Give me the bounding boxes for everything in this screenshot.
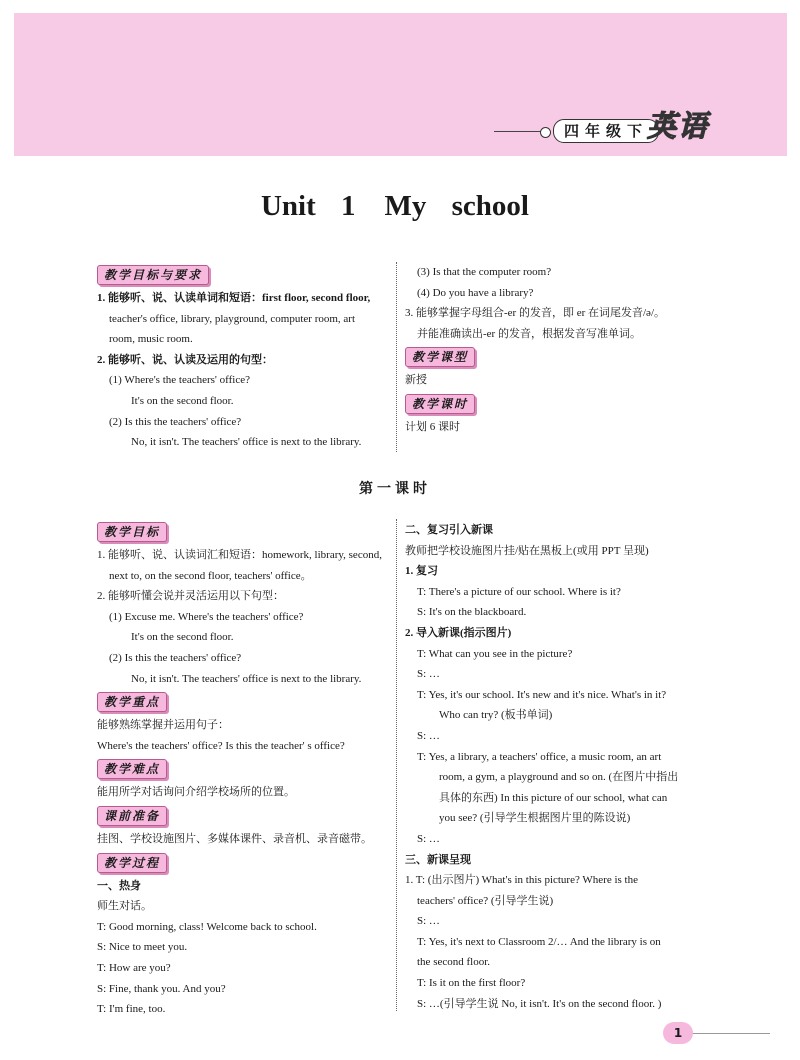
column-divider	[396, 262, 397, 452]
text-line: teacher's office, library, playground, computer room, art	[109, 312, 356, 325]
text-line: No, it isn't. The teachers' office is next to the library.	[131, 672, 362, 685]
lesson-left-column	[97, 519, 392, 1020]
text-line: 2. 导入新课(指示图片)	[405, 626, 512, 639]
text-line: (1) Where's the teachers' office?	[109, 374, 250, 387]
text-line: 能用所学对话询问介绍学校场所的位置。	[97, 786, 295, 799]
text-line: T: How are you?	[97, 961, 171, 974]
text-line: S: …	[417, 832, 440, 845]
text-line: S: Nice to meet you.	[97, 941, 188, 954]
lesson-right-column	[405, 520, 705, 1014]
text-line: 挂图、学校设施图片、多媒体课件、录音机、录音磁带。	[97, 832, 372, 845]
text-line: 教师把学校设施图片挂/贴在黑板上(或用 PPT 呈现)	[405, 544, 649, 557]
text-line: 2. 能够听、说、认读及运用的句型：	[97, 353, 273, 366]
page-number: 1	[663, 1022, 693, 1044]
section-heading-key-points: 教学重点	[97, 692, 167, 712]
text-line: (2) Is this the teachers' office?	[109, 415, 242, 428]
text-line: room, a gym, a playground and so on. (在图片中指出	[439, 771, 679, 784]
text-line: T: There's a picture of our school. Where is it?	[417, 585, 621, 598]
text-line: 具体的东西) In this picture of our school, what can	[439, 791, 668, 804]
section-heading-goals: 教学目标	[97, 522, 167, 542]
text-line: 1. 复习	[405, 565, 438, 578]
column-divider	[396, 519, 397, 1011]
text-line: (4) Do you have a library?	[417, 286, 534, 299]
text-line: It's on the second floor.	[131, 394, 234, 407]
text-line: teachers' office? (引导学生说)	[417, 894, 554, 907]
text-line: T: Yes, a library, a teachers' office, a music room, an art	[417, 750, 662, 763]
text-line: S: Fine, thank you. And you?	[97, 982, 226, 995]
text-line: (3) Is that the computer room?	[417, 266, 552, 278]
footer-rule	[690, 1033, 770, 1034]
text-line: (2) Is this the teachers' office?	[109, 651, 242, 664]
text-line: S: It's on the blackboard.	[417, 606, 527, 619]
text-line: 计划 6 课时	[405, 420, 460, 433]
lesson-title: 第一课时	[359, 481, 431, 497]
text-line: It's on the second floor.	[131, 631, 234, 644]
section-heading-objectives: 教学目标与要求	[97, 265, 209, 285]
header-dot-icon	[540, 127, 551, 138]
section-heading-preparation: 课前准备	[97, 806, 167, 826]
text-line: next to, on the second floor, teachers' office。	[109, 569, 312, 582]
top-left-block	[97, 262, 392, 453]
section-heading-difficulties: 教学难点	[97, 759, 167, 779]
text-line: Who can try? (板书单词)	[439, 709, 553, 722]
text-line: T: Good morning, class! Welcome back to school.	[97, 920, 317, 933]
section-heading-type: 教学课型	[405, 347, 475, 367]
grade-label: 四年级下	[553, 119, 659, 143]
text-line: 3. 能够掌握字母组合-er 的发音，即 er 在词尾发音/ə/。	[405, 307, 665, 320]
text-line: No, it isn't. The teachers' office is next to the library.	[131, 436, 362, 449]
text-line: T: What can you see in the picture?	[417, 647, 573, 660]
text-line: S: …	[417, 915, 440, 928]
section-heading-hours: 教学课时	[405, 394, 475, 414]
text-line: room, music room.	[109, 333, 193, 346]
text-line: S: …	[417, 729, 440, 742]
text-line: S: …(引导学生说 No, it isn't. It's on the second floor. )	[417, 997, 662, 1010]
text-line: 1. T: (出示图片) What's in this picture? Where is the	[405, 874, 638, 887]
text-line: T: Is it on the first floor?	[417, 977, 526, 990]
text-line: 1. 能够听、说、认读词汇和短语：homework, library, second,	[97, 549, 382, 561]
unit-title: Unit 1 My school	[260, 190, 529, 222]
section-heading-procedure: 教学过程	[97, 853, 167, 873]
text-line: T: Yes, it's next to Classroom 2/… And the library is on	[417, 935, 661, 948]
text-line: T: Yes, it's our school. It's new and it's nice. What's in it?	[417, 688, 667, 701]
text-line: 能够熟练掌握并运用句子：	[97, 719, 229, 732]
text-line: 一、热身	[97, 879, 141, 892]
text-line: Where's the teachers' office? Is this the teacher' s office?	[97, 739, 345, 752]
text-line: you see? (引导学生根据图片里的陈设说)	[439, 812, 631, 825]
text-line: 并能准确读出-er 的发音，根据发音写准单词。	[417, 327, 641, 340]
text-line: S: …	[417, 668, 440, 681]
text-line: the second floor.	[417, 956, 491, 969]
text-line: 二、复习引入新课	[405, 524, 493, 536]
top-right-block	[405, 262, 705, 438]
text-line: 1. 能够听、说、认读单词和短语：first floor, second floor,	[97, 292, 371, 304]
text-line: 师生对话。	[97, 900, 152, 913]
text-line: T: I'm fine, too.	[97, 1003, 166, 1016]
text-line: 新授	[405, 374, 427, 387]
text-line: (1) Excuse me. Where's the teachers' office?	[109, 610, 304, 623]
subject-label: 英语	[647, 109, 710, 143]
text-line: 2. 能够听懂会说并灵活运用以下句型：	[97, 590, 284, 603]
text-line: 三、新课呈现	[405, 853, 471, 866]
